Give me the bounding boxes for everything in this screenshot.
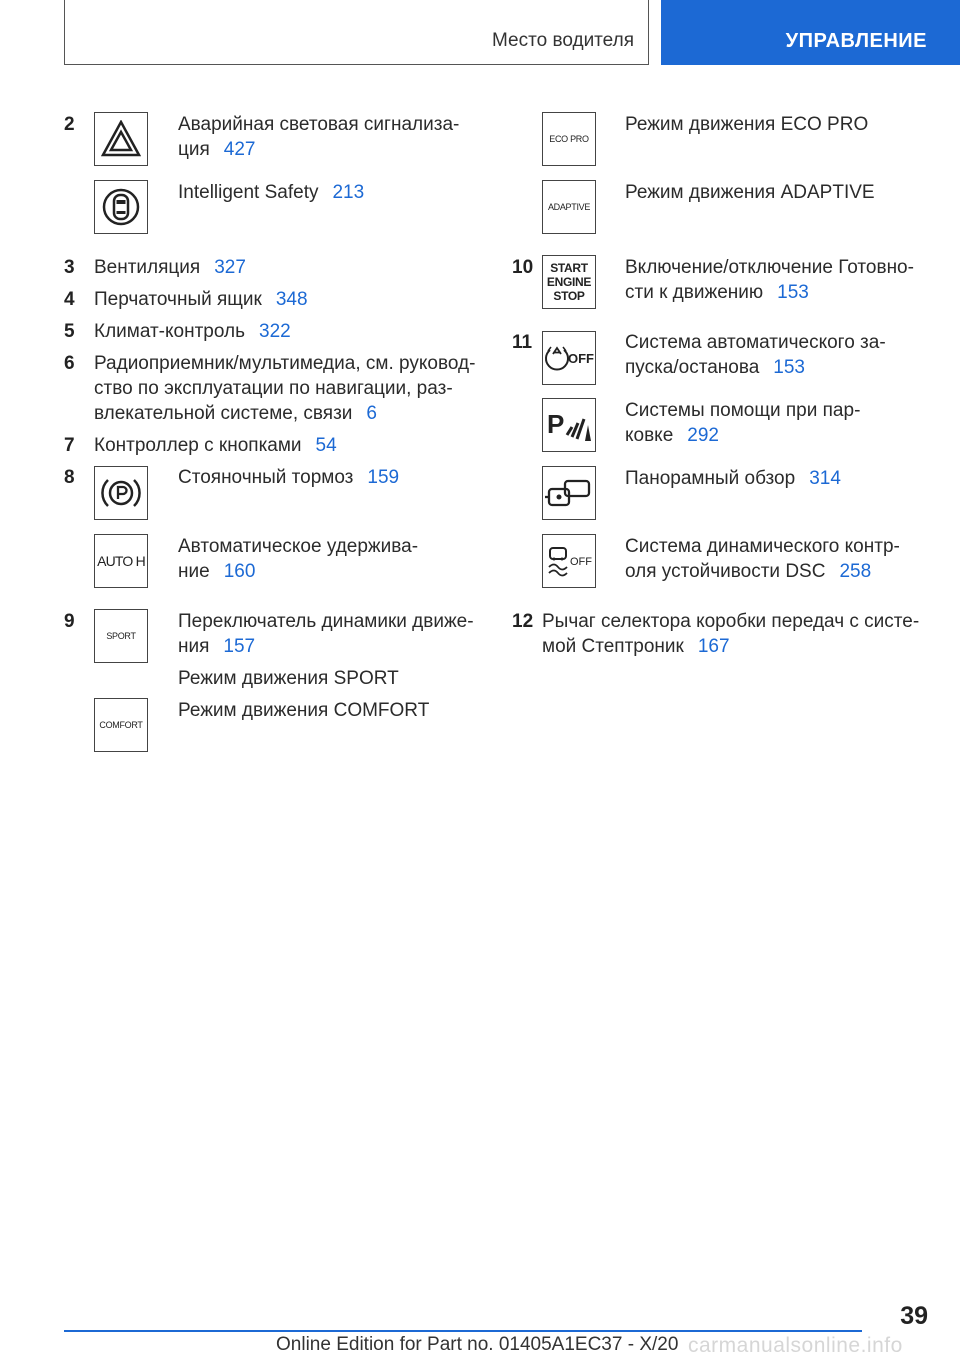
parking-assist-entry: [625, 398, 860, 448]
section-title: Место водителя: [492, 30, 634, 51]
running-header-chapter: [661, 0, 960, 65]
item-number-4: 4: [64, 289, 75, 310]
eco-pro-label: Режим движения ECO PRO: [625, 114, 869, 135]
comfort-mode-entry: [178, 698, 429, 723]
panorama-view-label: Панорамный обзор: [625, 468, 796, 489]
controller-label: Контроллер с кнопками: [94, 435, 302, 456]
hazard-warning-line2: ция: [178, 139, 210, 160]
hazard-warning-line1: Аварийная световая сигнализа-: [178, 114, 460, 135]
sport-mode-icon-text: SPORT: [106, 631, 136, 641]
dsc-off-icon: [542, 534, 596, 588]
item-number-12: 12: [512, 611, 534, 632]
controller-entry: [94, 433, 337, 458]
dsc-page-link[interactable]: 258: [839, 561, 872, 582]
auto-hold-icon: [94, 534, 148, 588]
eco-pro-entry: [625, 112, 868, 137]
adaptive-mode-icon: [542, 180, 596, 234]
item-number-5: 5: [64, 321, 75, 342]
auto-start-stop-page-link[interactable]: 153: [773, 357, 805, 378]
sport-mode-icon: [94, 609, 148, 663]
panorama-camera-icon: [542, 466, 596, 520]
radio-multimedia-line1: Радиоприемник/мультимедиа, см. руковод-: [94, 353, 476, 374]
dsc-off-icon-text: OFF: [570, 556, 592, 568]
item-number-10: 10: [512, 257, 534, 278]
item-number-11: 11: [512, 332, 533, 353]
auto-start-stop-off-icon-text: OFF: [568, 351, 594, 366]
radio-multimedia-page-link[interactable]: 6: [366, 403, 377, 424]
hazard-warning-page-link[interactable]: 427: [223, 139, 256, 160]
auto-hold-icon-text: AUTO H: [97, 553, 145, 569]
glovebox-page-link[interactable]: 348: [275, 289, 308, 310]
item-number-7: 7: [64, 435, 75, 456]
dsc-line1: Система динамического контр-: [625, 536, 900, 557]
selector-lever-line1: Рычаг селектора коробки передач с систе-: [542, 611, 920, 632]
climate-control-label: Климат-контроль: [94, 321, 245, 342]
parking-assist-page-link[interactable]: 292: [687, 425, 719, 446]
watermark: carmanualsonline.info: [688, 1334, 903, 1357]
radio-multimedia-line2: ство по эксплуатации по навигации, раз-: [94, 378, 453, 399]
dsc-line2: оля устойчивости DSC: [625, 561, 826, 582]
glovebox-label: Перчаточный ящик: [94, 289, 262, 310]
start-stop-icon-line2: ENGINE: [546, 275, 592, 289]
parking-assist-icon: [542, 398, 596, 452]
controller-page-link[interactable]: 54: [315, 435, 337, 456]
chapter-title: УПРАВЛЕНИЕ: [785, 30, 927, 52]
start-stop-line2: сти к движению: [625, 282, 764, 303]
parking-brake-icon: [94, 466, 148, 520]
item-number-6: 6: [64, 353, 75, 374]
adaptive-mode-label: Режим движения ADAPTIVE: [625, 182, 875, 203]
parking-brake-label: Стояночный тормоз: [178, 467, 354, 488]
hazard-warning-entry: [178, 112, 459, 162]
panorama-view-entry: [625, 466, 841, 491]
eco-pro-icon-text: ECO PRO: [549, 134, 589, 144]
start-stop-icon-text: [547, 261, 591, 303]
driving-dynamics-switch-line2: ния: [178, 636, 210, 657]
auto-hold-line1: Автоматическое удержива-: [178, 536, 419, 557]
footer-edition: Online Edition for Part no. 01405A1EC37 - X/20: [276, 1334, 679, 1355]
auto-start-stop-entry: [625, 330, 886, 380]
auto-start-stop-off-icon: [542, 331, 596, 385]
running-header-section: [64, 0, 649, 65]
parking-brake-entry: [178, 465, 399, 490]
parking-assist-line1: Системы помощи при пар-: [625, 400, 861, 421]
sport-mode-label: Режим движения SPORT: [178, 668, 399, 689]
auto-hold-line2: ние: [178, 561, 210, 582]
radio-multimedia-entry: [94, 351, 475, 426]
auto-hold-page-link[interactable]: 160: [223, 561, 256, 582]
ventilation-page-link[interactable]: 327: [214, 257, 246, 278]
climate-control-entry: [94, 319, 291, 344]
intelligent-safety-entry: [178, 180, 364, 205]
ventilation-entry: [94, 255, 246, 280]
item-number-8: 8: [64, 467, 75, 488]
dsc-entry: [625, 534, 900, 584]
auto-hold-entry: [178, 534, 418, 584]
selector-lever-page-link[interactable]: 167: [697, 636, 730, 657]
footer-divider: [64, 1330, 862, 1332]
auto-start-stop-line2: пуска/останова: [625, 357, 760, 378]
item-number-2: 2: [64, 114, 75, 135]
start-stop-entry: [625, 255, 914, 305]
comfort-mode-label: Режим движения COMFORT: [178, 700, 430, 721]
intelligent-safety-icon: [94, 180, 148, 234]
selector-lever-line2: мой Стептроник: [542, 636, 684, 657]
item-number-9: 9: [64, 611, 75, 632]
driving-dynamics-switch-page-link[interactable]: 157: [223, 636, 256, 657]
start-stop-page-link[interactable]: 153: [777, 282, 809, 303]
parking-assist-line2: ковке: [625, 425, 674, 446]
comfort-mode-icon-text: COMFORT: [99, 720, 143, 730]
parking-brake-page-link[interactable]: 159: [367, 467, 400, 488]
item-number-3: 3: [64, 257, 75, 278]
adaptive-mode-entry: [625, 180, 875, 205]
hazard-warning-icon: [94, 112, 148, 166]
driving-dynamics-switch-line1: Переключатель динамики движе-: [178, 611, 474, 632]
intelligent-safety-label: Intelligent Safety: [178, 182, 319, 203]
intelligent-safety-page-link[interactable]: 213: [332, 182, 365, 203]
glovebox-entry: [94, 287, 308, 312]
start-stop-line1: Включение/отключение Готовно-: [625, 257, 914, 278]
comfort-mode-icon: [94, 698, 148, 752]
start-stop-icon-line1: START: [550, 261, 588, 275]
climate-control-page-link[interactable]: 322: [259, 321, 291, 342]
panorama-view-page-link[interactable]: 314: [809, 468, 841, 489]
ventilation-label: Вентиляция: [94, 257, 201, 278]
start-stop-button-icon: [542, 255, 596, 309]
radio-multimedia-line3: влекательной системе, связи: [94, 403, 353, 424]
start-stop-icon-line3: STOP: [553, 289, 585, 303]
selector-lever-entry: [542, 609, 919, 659]
page-number: 39: [900, 1302, 928, 1330]
eco-pro-icon: [542, 112, 596, 166]
driving-dynamics-switch-entry: [178, 609, 474, 691]
adaptive-mode-icon-text: ADAPTIVE: [547, 202, 591, 212]
parking-assist-icon-text: P: [547, 409, 565, 439]
auto-start-stop-line1: Система автоматического за-: [625, 332, 886, 353]
